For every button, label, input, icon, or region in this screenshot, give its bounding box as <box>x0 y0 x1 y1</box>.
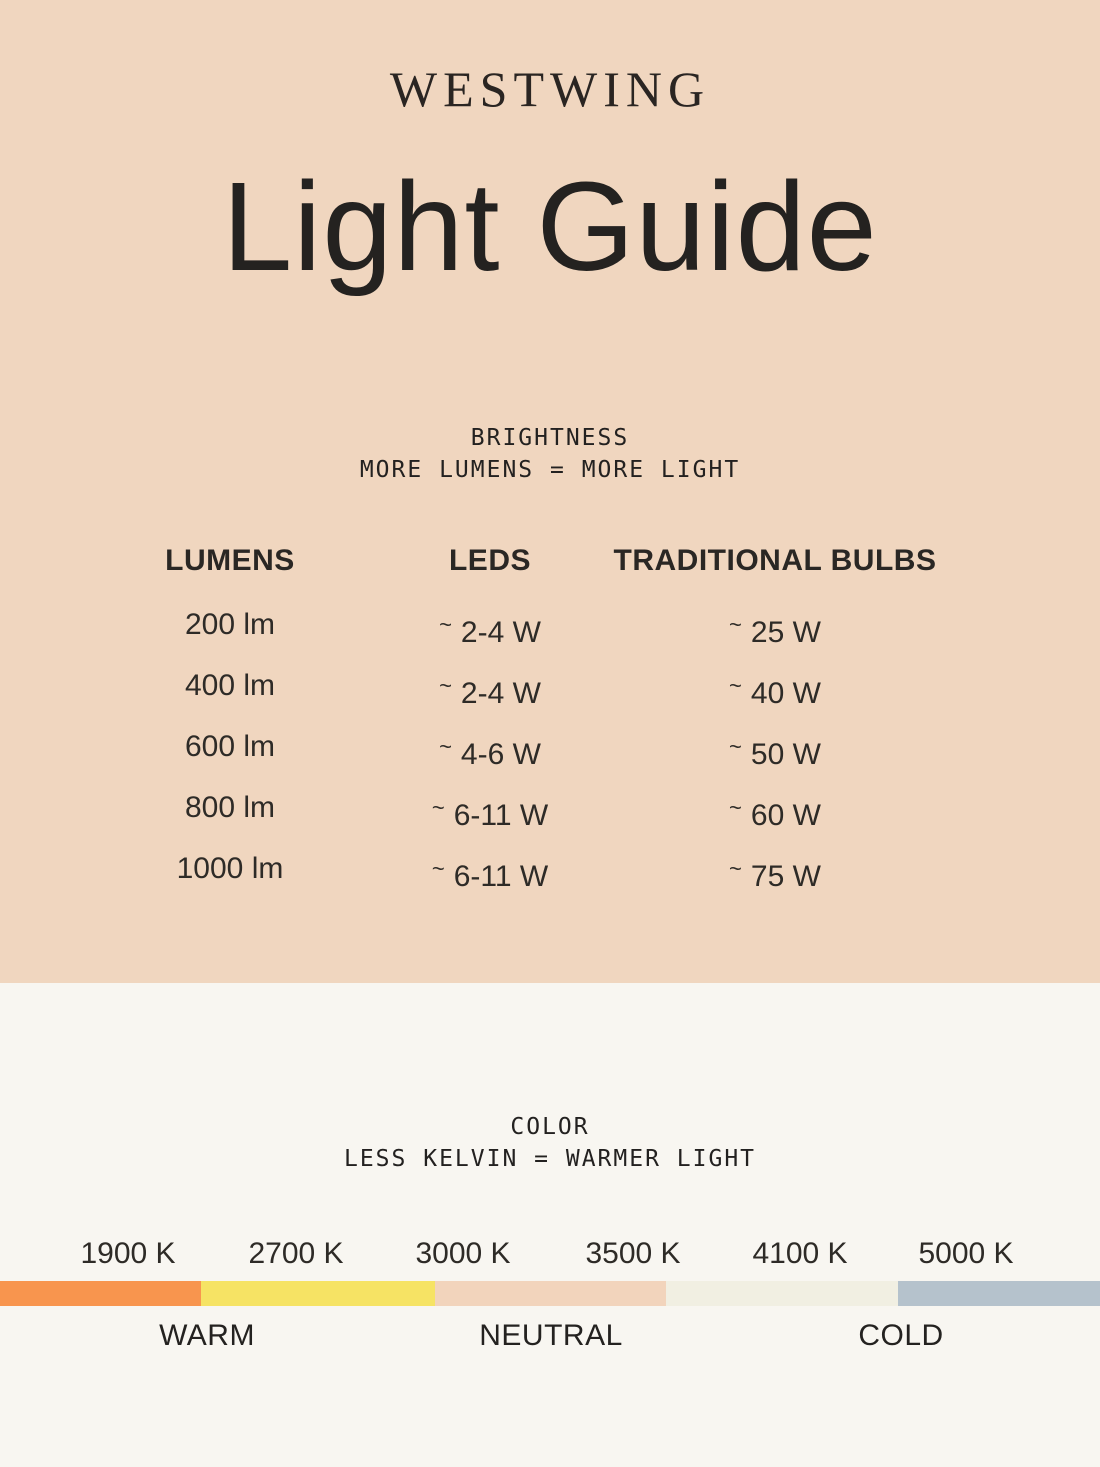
brightness-heading-block <box>0 422 1100 486</box>
kelvin-segment-neutral-peach <box>435 1281 666 1306</box>
kelvin-segment-warm-yellow <box>201 1281 435 1306</box>
approx-tilde: ~ <box>729 856 742 882</box>
kelvin-label-4100: 4100 K <box>752 1237 848 1270</box>
kelvin-label-1900: 1900 K <box>80 1237 176 1270</box>
table-row <box>80 781 950 842</box>
table-body <box>80 598 950 903</box>
kelvin-segment-warm-orange <box>0 1281 201 1306</box>
kelvin-label-5000: 5000 K <box>918 1237 1014 1270</box>
kelvin-segment-neutral-cream <box>666 1281 898 1306</box>
lumens-value: 600 lm <box>184 730 276 764</box>
kelvin-labels-row <box>0 1237 1100 1273</box>
table-row <box>80 598 950 659</box>
bulb-wattage-value-text: 60 W <box>750 799 821 833</box>
bulb-wattage-value-text: 25 W <box>750 616 821 650</box>
bulb-wattage-value-text: 50 W <box>750 738 821 772</box>
leds-wattage-value <box>380 781 600 842</box>
approx-tilde: ~ <box>729 673 742 699</box>
kelvin-label-2700: 2700 K <box>248 1237 344 1270</box>
bulb-wattage-value-text: 75 W <box>750 860 821 894</box>
lumens-value: 200 lm <box>184 608 276 642</box>
temperature-label-cold: COLD <box>858 1319 944 1352</box>
brand-logo: WESTWING <box>389 61 711 117</box>
page-title: Light Guide <box>222 156 878 297</box>
table-row <box>80 842 950 903</box>
column-header-traditional-bulbs: TRADITIONAL BULBS <box>613 544 937 578</box>
leds-wattage-value-text: 4-6 W <box>460 738 541 772</box>
leds-wattage-value <box>380 842 600 903</box>
leds-wattage-value-text: 2-4 W <box>460 616 541 650</box>
kelvin-color-scale-bar <box>0 1281 1100 1306</box>
kelvin-segment-cold-blue-gray <box>898 1281 1100 1306</box>
bulb-wattage-value <box>600 720 950 781</box>
bulb-wattage-value <box>600 842 950 903</box>
bulb-wattage-value-text: 40 W <box>750 677 821 711</box>
lumens-value: 1000 lm <box>176 852 284 886</box>
lumens-value: 800 lm <box>184 791 276 825</box>
approx-tilde: ~ <box>439 612 452 638</box>
temperature-label-neutral: NEUTRAL <box>479 1319 623 1352</box>
color-heading: COLOR <box>510 1114 590 1140</box>
table-row <box>80 659 950 720</box>
color-heading-block <box>0 1111 1100 1175</box>
color-subheading: LESS KELVIN = WARMER LIGHT <box>343 1146 757 1172</box>
bulb-wattage-value <box>600 781 950 842</box>
column-header-leds: LEDS <box>448 544 531 578</box>
leds-wattage-value <box>380 598 600 659</box>
approx-tilde: ~ <box>729 612 742 638</box>
kelvin-label-3000: 3000 K <box>415 1237 511 1270</box>
temperature-labels-row <box>0 1319 1100 1359</box>
lumens-value: 400 lm <box>184 669 276 703</box>
table-header-row <box>80 542 950 580</box>
leds-wattage-value-text: 2-4 W <box>460 677 541 711</box>
color-section <box>0 983 1100 1467</box>
temperature-label-warm: WARM <box>159 1319 255 1352</box>
approx-tilde: ~ <box>439 734 452 760</box>
approx-tilde: ~ <box>729 734 742 760</box>
leds-wattage-value <box>380 720 600 781</box>
leds-wattage-value <box>380 659 600 720</box>
approx-tilde: ~ <box>439 673 452 699</box>
brightness-subheading: MORE LUMENS = MORE LIGHT <box>359 457 741 484</box>
approx-tilde: ~ <box>729 795 742 821</box>
leds-wattage-value-text: 6-11 W <box>453 799 549 833</box>
table-row <box>80 720 950 781</box>
bulb-wattage-value <box>600 659 950 720</box>
brightness-heading: BRIGHTNESS <box>470 425 630 452</box>
approx-tilde: ~ <box>431 795 445 821</box>
bulb-wattage-value <box>600 598 950 659</box>
leds-wattage-value-text: 6-11 W <box>453 860 549 894</box>
column-header-lumens: LUMENS <box>165 544 295 578</box>
lumens-table <box>80 542 950 903</box>
kelvin-label-3500: 3500 K <box>585 1237 681 1270</box>
approx-tilde: ~ <box>431 856 445 882</box>
